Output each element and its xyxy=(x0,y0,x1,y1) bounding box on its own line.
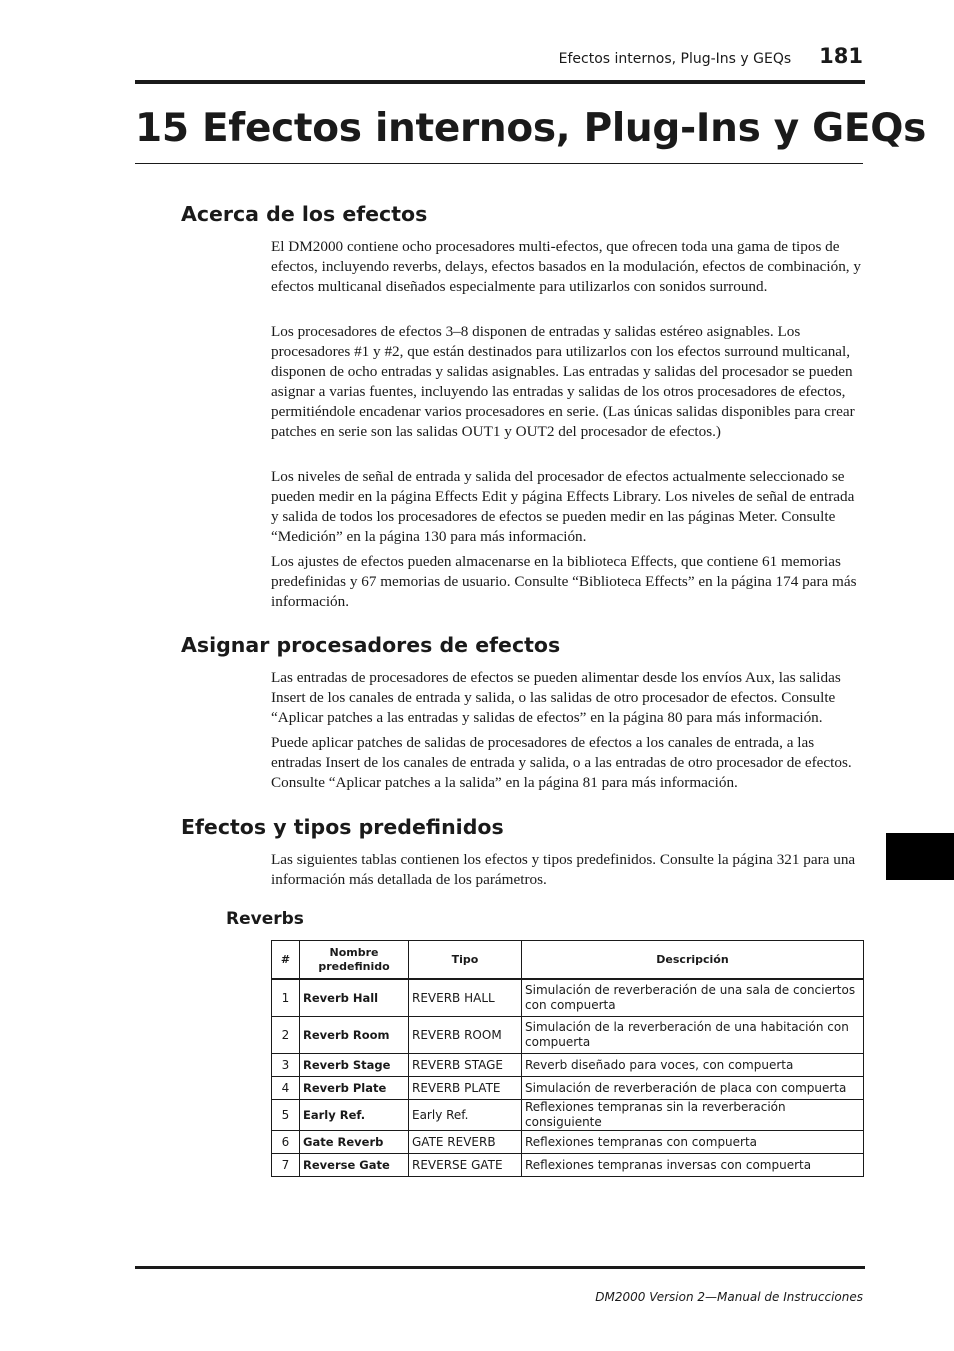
table-row xyxy=(272,1017,864,1054)
paragraph: Los procesadores de efectos 3–8 disponen de entradas y salidas estéreo asignables. Los procesadores #1 y #2, que están destinados para utilizarlos con los efectos surround multicanal, disponen de ocho entradas y salidas asignables. Las entradas y salidas del procesador se pueden asignar a varias fuentes, incluyendo las entradas y salidas de los otros procesadores de efectos, permitiéndole encadenar varios procesadores en serie. (Las únicas salidas disponibles para crear patches en serie son las salidas OUT1 y OUT2 del procesador de efectos.) xyxy=(271,323,855,441)
running-header-title: Efectos internos, Plug-Ins y GEQs xyxy=(558,51,792,67)
cell-description: Reflexiones tempranas sin la reverberación consiguiente xyxy=(522,1100,864,1131)
cell-type: REVERB STAGE xyxy=(409,1054,522,1077)
cell-name: Reverb Stage xyxy=(300,1054,409,1077)
reverbs-table xyxy=(271,940,864,1177)
cell-type: REVERSE GATE xyxy=(409,1154,522,1177)
table-row xyxy=(272,1131,864,1154)
cell-num: 7 xyxy=(272,1154,300,1177)
column-header-type: Tipo xyxy=(409,941,522,980)
section-heading-efectos-tipos: Efectos y tipos predefinidos xyxy=(181,815,504,839)
section-heading-asignar: Asignar procesadores de efectos xyxy=(181,633,561,657)
paragraph: El DM2000 contiene ocho procesadores multi-efectos, que ofrecen toda una gama de tipos de efectos, incluyendo reverbs, delays, efectos basados en la modulación, efectos de combinación, y efectos multicanal diseñados especialmente para utilizarlos con sonidos surround. xyxy=(271,238,861,296)
paragraph: Las entradas de procesadores de efectos se pueden alimentar desde los envíos Aux, las salidas Insert de los canales de entrada y salida, o las salidas de otro procesador de efectos. Consulte “Aplicar patches a las entradas y salidas de efectos” en la página 80 para más información. xyxy=(271,669,841,727)
table-row xyxy=(272,1154,864,1177)
cell-num: 6 xyxy=(272,1131,300,1154)
cell-type: Early Ref. xyxy=(409,1100,522,1131)
cell-description: Reflexiones tempranas con compuerta xyxy=(522,1131,864,1154)
cell-type: REVERB ROOM xyxy=(409,1017,522,1054)
paragraph: Las siguientes tablas contienen los efectos y tipos predefinidos. Consulte la página 321 para una información más detallada de los parámetros. xyxy=(271,851,856,889)
cell-num: 3 xyxy=(272,1054,300,1077)
cell-type: GATE REVERB xyxy=(409,1131,522,1154)
footer-text: DM2000 Version 2—Manual de Instrucciones xyxy=(595,1290,863,1304)
table-row xyxy=(272,979,864,1017)
table-header-row xyxy=(272,941,864,980)
paragraph: Los ajustes de efectos pueden almacenarse en la biblioteca Effects, que contiene 61 memorias predefinidas y 67 memorias de usuario. Consulte “Biblioteca Effects” en la página 174 para más información. xyxy=(271,553,857,611)
cell-description: Simulación de reverberación de placa con compuerta xyxy=(522,1077,864,1100)
cell-name: Early Ref. xyxy=(300,1100,409,1131)
paragraph: Puede aplicar patches de salidas de procesadores de efectos a los canales de entrada, a las entradas Insert de los canales de entrada y salida, o a las entradas de otro procesador de efectos. Consulte “Aplicar patches a la salida” en la página 81 para más información. xyxy=(271,734,852,792)
header-rule xyxy=(135,80,865,84)
cell-type: REVERB HALL xyxy=(409,979,522,1017)
cell-name: Reverse Gate xyxy=(300,1154,409,1177)
cell-description: Simulación de la reverberación de una habitación con compuerta xyxy=(522,1017,864,1054)
cell-description: Reverb diseñado para voces, con compuerta xyxy=(522,1054,864,1077)
table-row xyxy=(272,1077,864,1100)
cell-num: 1 xyxy=(272,979,300,1017)
cell-name: Reverb Hall xyxy=(300,979,409,1017)
cell-name: Reverb Room xyxy=(300,1017,409,1054)
chapter-title: 15 Efectos internos, Plug-Ins y GEQs xyxy=(135,106,926,151)
cell-num: 2 xyxy=(272,1017,300,1054)
subsection-heading-reverbs: Reverbs xyxy=(226,909,304,929)
column-header-num: # xyxy=(272,941,300,980)
running-header xyxy=(135,44,863,80)
cell-name: Gate Reverb xyxy=(300,1131,409,1154)
table-row xyxy=(272,1054,864,1077)
cell-type: REVERB PLATE xyxy=(409,1077,522,1100)
cell-num: 5 xyxy=(272,1100,300,1131)
column-header-name: Nombre predefinido xyxy=(300,941,409,980)
chapter-title-rule xyxy=(135,163,863,164)
footer-rule xyxy=(135,1266,865,1269)
paragraph: Los niveles de señal de entrada y salida del procesador de efectos actualmente seleccionado se pueden medir en la página Effects Edit y página Effects Library. Los niveles de señal de entrada y salida de todos los procesadores de efectos se pueden medir en las páginas Meter. Consulte “Medición” en la página 130 para más información. xyxy=(271,468,855,546)
page-number: 181 xyxy=(819,44,863,68)
column-header-description: Descripción xyxy=(522,941,864,980)
cell-num: 4 xyxy=(272,1077,300,1100)
chapter-thumb-tab xyxy=(886,833,954,880)
cell-name: Reverb Plate xyxy=(300,1077,409,1100)
section-heading-acerca: Acerca de los efectos xyxy=(181,202,428,226)
cell-description: Simulación de reverberación de una sala de conciertos con compuerta xyxy=(522,979,864,1017)
cell-description: Reflexiones tempranas inversas con compuerta xyxy=(522,1154,864,1177)
table-row xyxy=(272,1100,864,1131)
